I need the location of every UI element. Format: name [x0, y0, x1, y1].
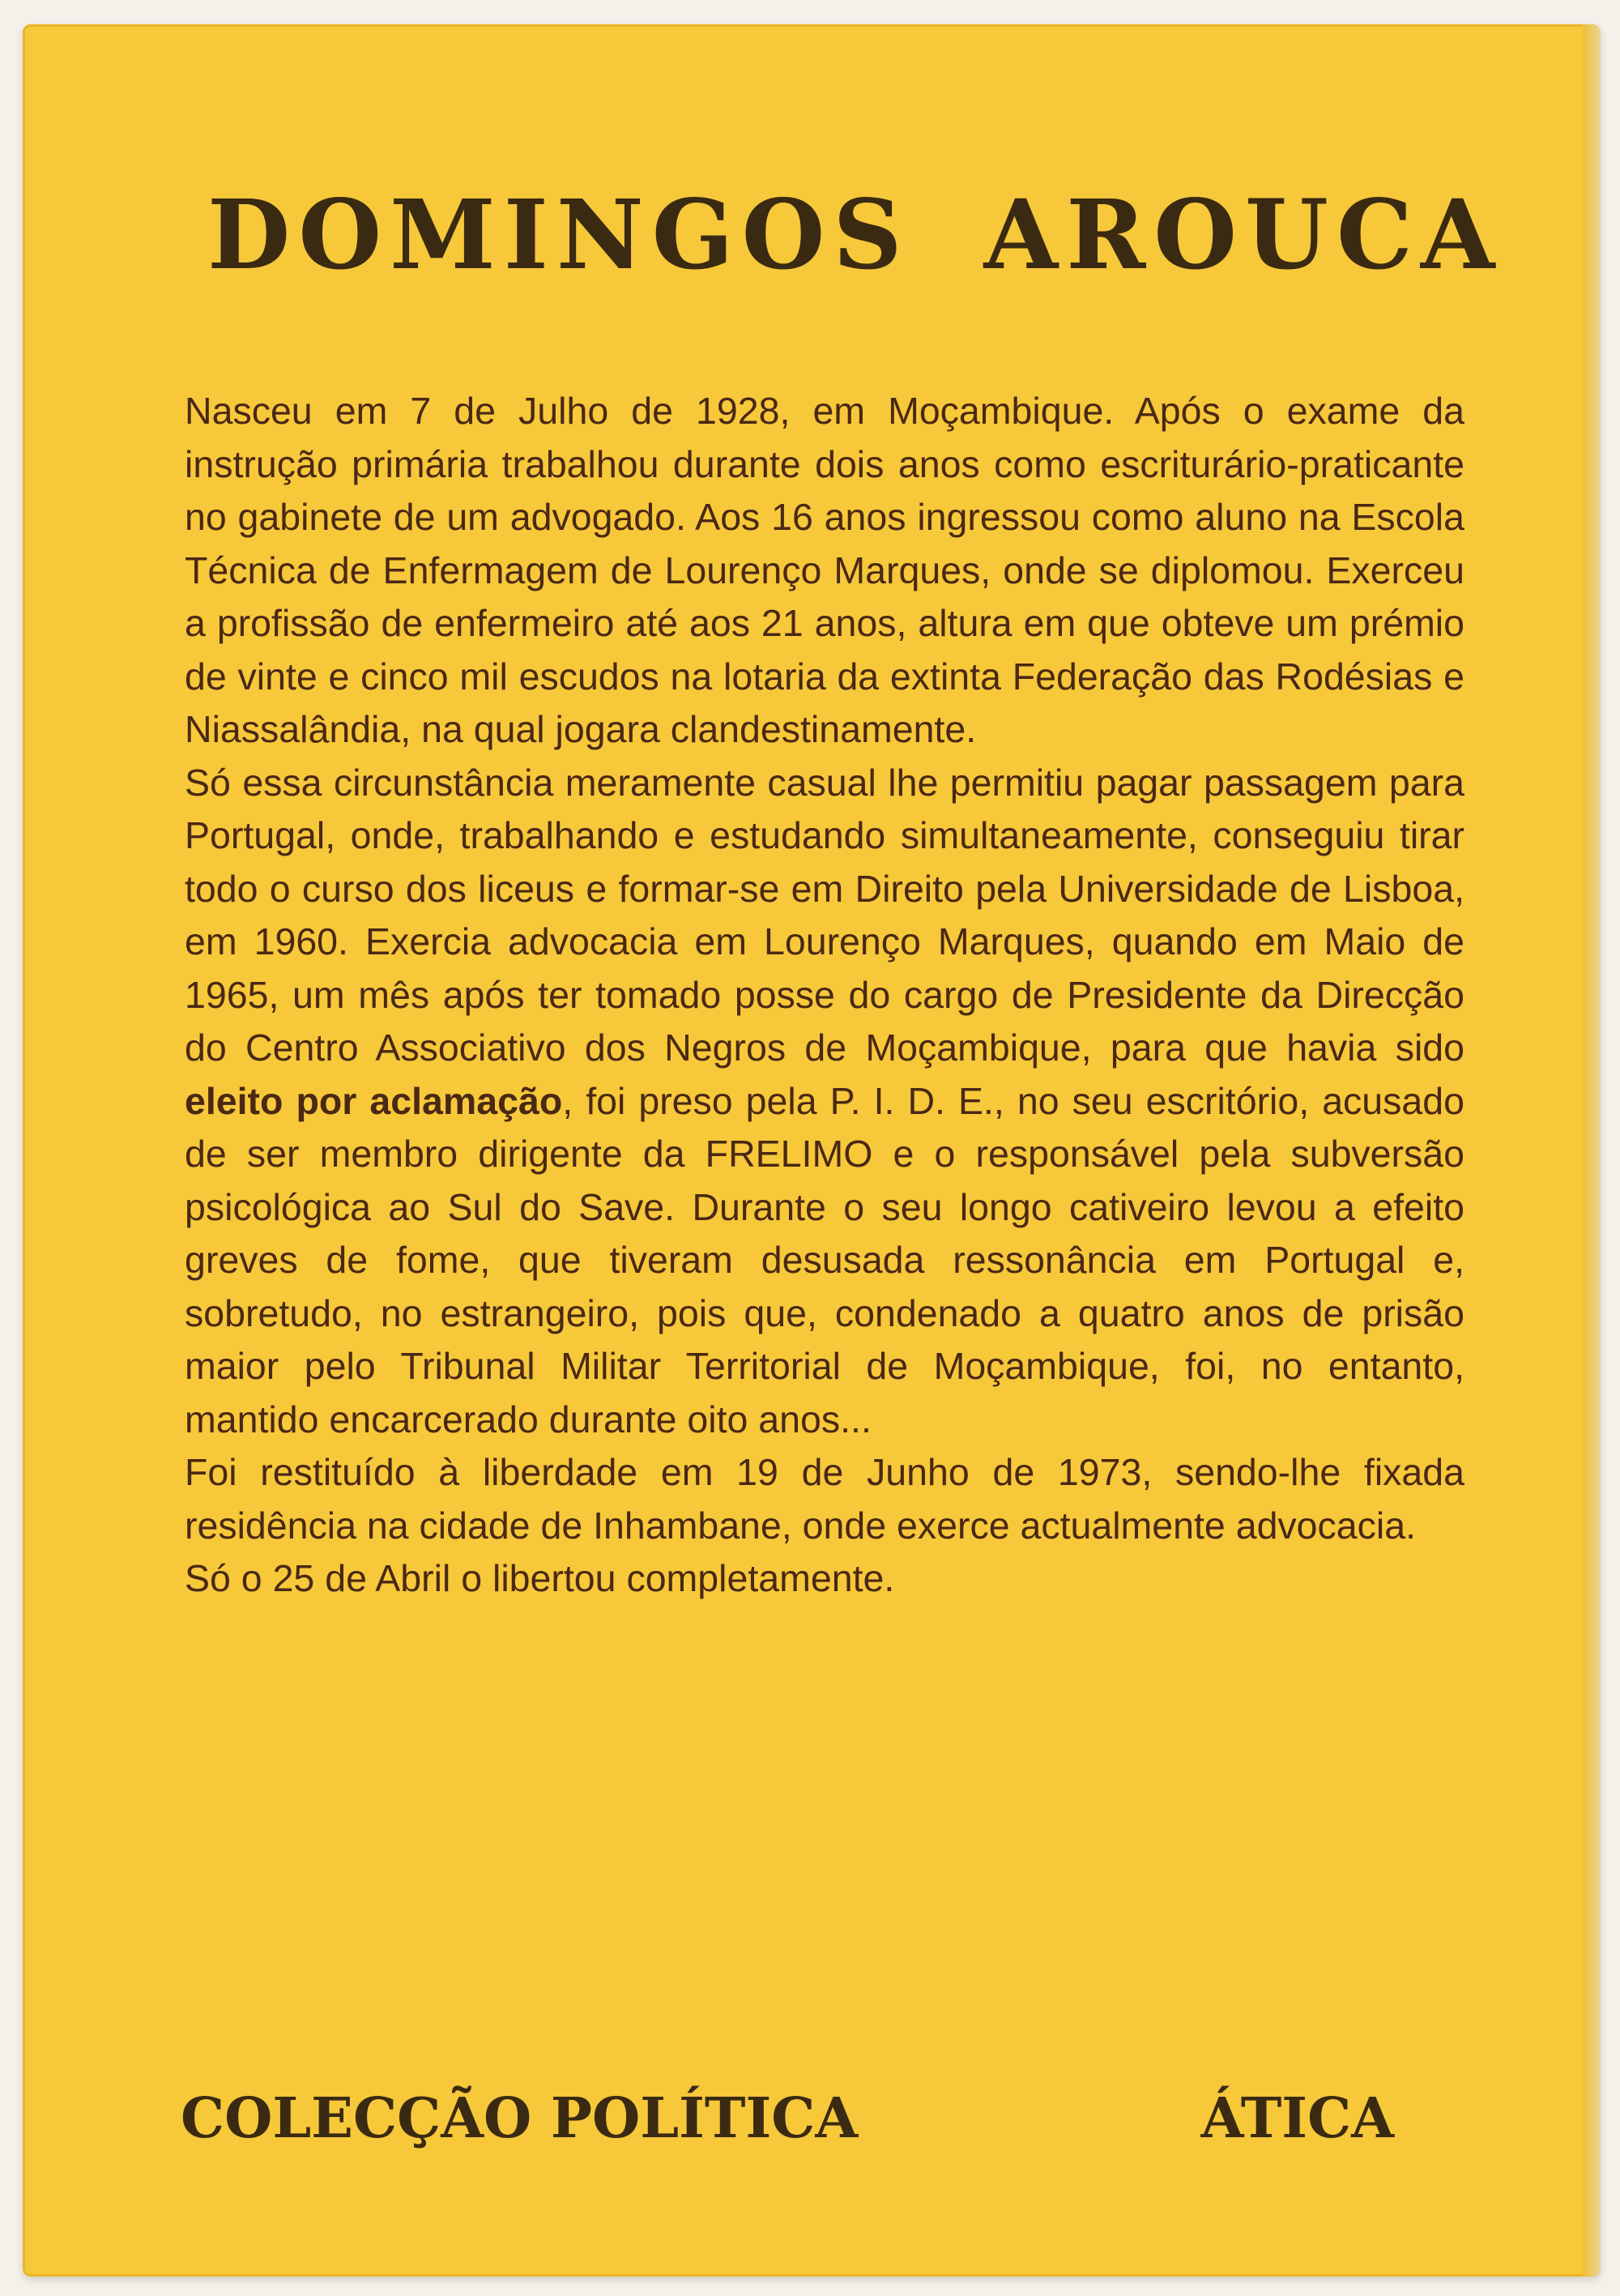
paragraph-text: Só o 25 de Abril o libertou completamente. — [185, 1557, 895, 1599]
biography-paragraph-4 — [185, 1552, 1464, 1606]
page-edge — [1583, 24, 1601, 2277]
biography-paragraph-2 — [185, 757, 1464, 1447]
paragraph-text-continued: , foi preso pela P. I. D. E., no seu escritório, acusado de ser membro dirigente da FRELIMO e o responsável pela subversão psicológica ao Sul do Save. Durante o seu longo cativeiro levou a efeito greves de fome, que tiveram desusada ressonância em Portugal e, sobretudo, no estrangeiro, pois que, condenado a quatro anos de prisão maior pelo Tribunal Militar Territorial de Moçambique, foi, no entanto, mantido encarcerado durante oito anos... — [185, 1079, 1464, 1440]
biography-text — [185, 385, 1464, 1606]
emphasized-text: eleito por aclamação — [185, 1079, 563, 1122]
paragraph-text: Foi restituído à liberdade em 19 de Junho de 1973, sendo-lhe fixada residência na cidade de Inhambane, onde exerce actualmente advocacia. — [185, 1451, 1464, 1547]
collection-name: COLECÇÃO POLÍTICA — [181, 2086, 859, 2151]
paragraph-text: Só essa circunstância meramente casual lhe permitiu pagar passagem para Portugal, onde, trabalhando e estudando simultaneamente, conseguiu tirar todo o curso dos liceus e formar-se em Direito pela Universidade de Lisboa, em 1960. Exercia advocacia em Lourenço Marques, quando em Maio de 1965, um mês após ter tomado posse do cargo de Presidente da Direcção do Centro Associativo dos Negros de Moçambique, para que havia sido — [185, 761, 1464, 1069]
paragraph-text: Nasceu em 7 de Julho de 1928, em Moçambique. Após o exame da instrução primária trabalhou durante dois anos como escriturário-praticante no gabinete de um advogado. Aos 16 anos ingressou como aluno na Escola Técnica de Enfermagem de Lourenço Marques, onde se diplomou. Exerceu a profissão de enfermeiro até aos 21 anos, altura em que obteve um prémio de vinte e cinco mil escudos na lotaria da extinta Federação das Rodésias e Niassalândia, na qual jogara clandestinamente. — [185, 390, 1464, 750]
author-title: DOMINGOS AROUCA — [207, 178, 1503, 291]
book-back-cover — [23, 24, 1601, 2277]
biography-paragraph-3 — [185, 1446, 1464, 1552]
biography-paragraph-1 — [185, 385, 1464, 757]
publisher-name: ÁTICA — [1200, 2086, 1394, 2151]
